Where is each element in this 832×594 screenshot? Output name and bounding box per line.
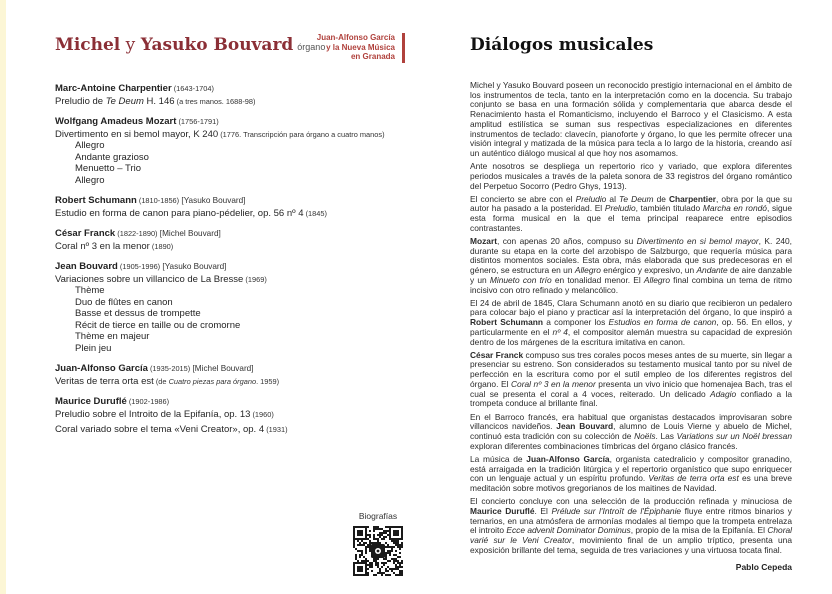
program-entry	[55, 228, 405, 252]
series-tag-line: Juan-Alfonso García	[316, 33, 395, 42]
program-entry	[55, 195, 405, 219]
qr-code-icon	[353, 526, 403, 576]
movement: Allegro	[75, 140, 105, 151]
movement: Duo de flûtes en canon	[75, 296, 173, 308]
movement: Plein jeu	[75, 342, 112, 354]
program-entry	[55, 363, 405, 387]
program-entry	[55, 116, 405, 186]
series-tag-line: y la Nueva Música	[326, 42, 395, 52]
movement-list	[55, 285, 405, 354]
program-entry	[55, 261, 405, 354]
work-title: Estudio en forma de canon para piano-pédelier, op. 56 nº 4 (1845)	[55, 207, 327, 219]
composer-line: César Franck (1822-1890) [Michel Bouvard]	[55, 228, 221, 239]
article-paragraph: El 24 de abril de 1845, Clara Schumann anotó en su diario que recibieron un pedalero para colocar bajo el piano y practicar así la interpretación del órgano, lo que inspiró a Robert Schumann a componer los Estudios en forma de canon, op. 56. En ellos, y particularmente en el nº 4, el compositor alemán muestra su capacidad de expresión dentro de los márgenes de la escritura imitativa en canon.	[470, 297, 793, 347]
movement: Thème en majeur	[75, 331, 150, 342]
article-paragraph: En el Barroco francés, era habitual que organistas destacados improvisaran sobre villancicos navideños. Jean Bouvard, alumno de Louis Vierne y abuelo de Michel, continuó esta tradición con su colección de Noëls. Las Variations sur un Noël bressan exploran diferentes combinaciones tímbricas del órgano clásico francés.	[470, 411, 792, 451]
series-tag-line: en Granada	[350, 52, 395, 62]
program-list	[55, 83, 405, 436]
movement: Basse et dessus de trompette	[75, 308, 201, 319]
work-title: Coral variado sobre el tema «Veni Creator», op. 4 (1931)	[55, 424, 288, 435]
article-paragraph: César Franck compuso sus tres corales pocos meses antes de su muerte, sin llegar a presenciar su estreno. Son considerados su testamento musical tanto por su nivel de perfección en la escritura como por el sutil empleo de los diferentes registros del órgano. El Coral nº 3 en la menor presenta un vivo inicio que homenajea Bach, tras el cual se presenta el coral a 4 voces, reiterado. Un delicado Adagio confiado a la trompeta conduce al brillante final.	[470, 349, 792, 409]
composer-line: Robert Schumann (1810-1856) [Yasuko Bouvard]	[55, 195, 246, 206]
movement: Récit de tierce en taille ou de cromorne	[75, 319, 241, 331]
work-title: Preludio sobre el Introito de la Epifanía, op. 13 (1960)	[55, 408, 274, 420]
notes-column	[470, 36, 792, 572]
composer-line: Juan-Alfonso García (1935-2015) [Michel Bouvard]	[55, 363, 254, 374]
article-paragraph: Michel y Yasuko Bouvard poseen un reconocido prestigio internacional en el ámbito de los instrumentos de tecla, tanto en la interpretación como en la docencia. Su trabajo conjunto se basa en una formación sólida y complementaria que abarca desde el Renacimiento hasta el Romanticismo, incluyendo el Barroco y el Clasicismo. A esta amplitud estilística se suman sus respectivas especializaciones en diferentes instrumentos de teclado: clavecín, pianoforte y órgano, lo que les permite ofrecer una visión integral y matizada de la música para tecla a lo largo de la historia, creando así un auténtico diálogo musical al que hoy nos asomamos.	[470, 80, 792, 158]
program-entry	[55, 396, 405, 436]
composer-line: Jean Bouvard (1905-1996) [Yasuko Bouvard]	[55, 261, 227, 272]
program-entry	[55, 83, 405, 107]
article-paragraph: Ante nosotros se despliega un repertorio rico y variado, que explora diferentes periodos musicales a través de la paleta sonora de 33 registros del órgano romántico del Perpetuo Socorro (Pedro Ghys, 1913).	[470, 161, 792, 191]
article-paragraph: El concierto concluye con una selección de la producción refinada y minuciosa de Maurice Duruflé. El Prélude sur l'Introït de l'Épiphanie fluye entre ritmos binarios y ternarios, en una atmósfera de armonías modales al tiempo que la trompeta entrelaza el introito Ecce advenit Dominator Dominus, propio de la misa de la Epifanía. El Choral varié sur le Veni Creator, movimiento final de un amplio tríptico, presenta una exposición brillante del tema, seguida de tres variaciones y una virtuosa tocata final.	[470, 496, 792, 555]
work-title: Variaciones sobre un villancico de La Bresse (1969)	[55, 273, 267, 285]
work-title: Preludio de Te Deum H. 146 (a tres manos. 1688-98)	[55, 95, 256, 107]
composer-line: Marc-Antoine Charpentier (1643-1704)	[55, 83, 214, 94]
movement: Allegro	[75, 174, 105, 186]
work-title: Veritas de terra orta est (de Cuatro piezas para órgano. 1959)	[55, 375, 280, 387]
movement-list	[55, 140, 405, 186]
instrument-label: órgano	[297, 42, 326, 52]
article-title: Diálogos musicales	[470, 35, 654, 55]
series-tag	[317, 33, 405, 63]
movement: Thème	[75, 285, 105, 296]
composer-line: Wolfgang Amadeus Mozart (1756-1791)	[55, 116, 219, 127]
performer-name: Yasuko Bouvard	[140, 35, 294, 55]
adjacent-page-edge	[0, 0, 6, 594]
article-paragraph: El concierto se abre con el Preludio al Te Deum de Charpentier, obra por la que su autor ha pasado a la posteridad. El Preludio, también titulado Marcha en rondó, sigue esta forma musical en la que el tema principal reaparece entre episodios contrastantes.	[470, 193, 792, 233]
author-signature: Pablo Cepeda	[735, 562, 792, 573]
composer-line: Maurice Duruflé (1902-1986)	[55, 396, 170, 407]
biografias-label: Biografías	[358, 511, 398, 521]
work-title: Coral nº 3 en la menor (1890)	[55, 240, 174, 252]
biografias-block	[330, 511, 426, 581]
title-connector: y	[120, 35, 141, 55]
article-body	[470, 81, 792, 555]
performer-name: Michel	[55, 35, 121, 55]
program-column	[55, 36, 405, 445]
article-paragraph: La música de Juan-Alfonso García, organista catedralicio y compositor granadino, está arraigada en la tradición litúrgica y el repertorio organístico que supo enriquecer con un lenguaje actual y un espíritu profundo. Veritas de terra orta est es una breve meditación sobre motivos gregorianos de los maitines de Navidad.	[470, 453, 793, 493]
movement: Andante grazioso	[75, 151, 149, 163]
work-title: Divertimento en si bemol mayor, K 240 (1776. Transcripción para órgano a cuatro manos)	[55, 128, 385, 140]
movement: Menuetto – Trio	[75, 163, 142, 174]
article-paragraph: Mozart, con apenas 20 años, compuso su Divertimento en si bemol mayor, K. 240, durante su etapa en la corte del arzobispo de Salzburgo, que requería música para distintos momentos sociales. Esta obra, más elaborada que sus predecesoras en el género, se estructura en un Allegro enérgico y expresivo, un Andante de aire danzable y un Minueto con trío en tonalidad menor. El Allegro final combina un tema de ritmo incisivo con otro refinado y melancólico.	[470, 236, 792, 295]
